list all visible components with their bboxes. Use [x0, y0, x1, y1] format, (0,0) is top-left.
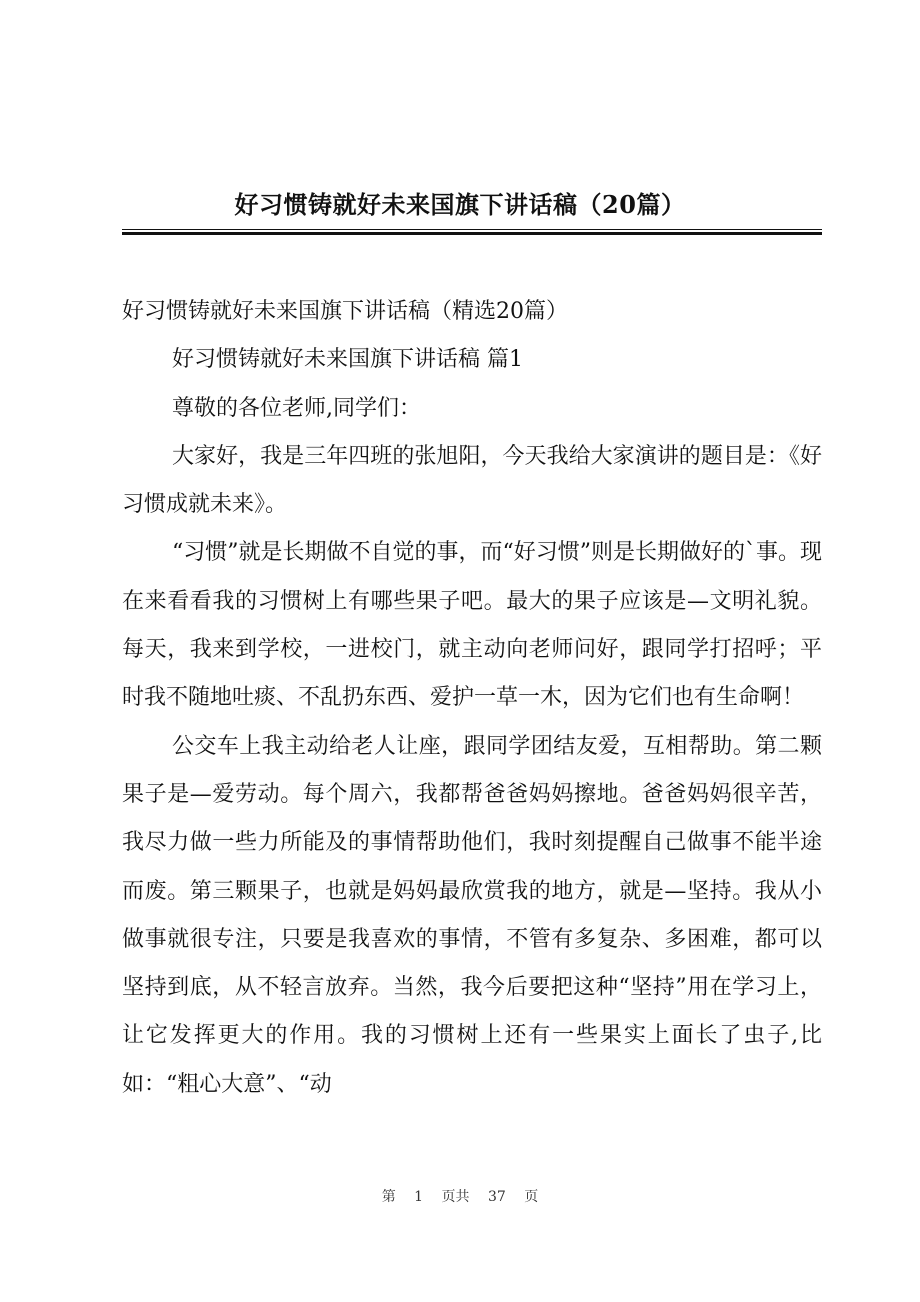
- paragraph-2: “习惯”就是长期做不自觉的事，而“好习惯”则是长期做好的`事。现在来看看我的习惯树上有哪些果子吧。最大的果子应该是—文明礼貌。每天，我来到学校，一进校门，就主动向老师问好，跟同学打招呼；平时我不随地吐痰、不乱扔东西、爱护一草一木，因为它们也有生命啊！: [122, 540, 822, 711]
- paragraph-3: 公交车上我主动给老人让座，跟同学团结友爱，互相帮助。第二颗果子是—爱劳动。每个周六，我都帮爸爸妈妈擦地。爸爸妈妈很辛苦，我尽力做一些力所能及的事情帮助他们，我时刻提醒自己做事不能半途而废。第三颗果子，也就是妈妈最欣赏我的地方，就是—坚持。我从小做事就很专注，只要是我喜欢的事情，不管有多复杂、多困难，都可以坚持到底，从不轻言放弃。当然，我今后要把这种“坚持”用在学习上，让它发挥更大的作用。我的习惯树上还有一些果实上面长了虫子,比如：“粗心大意”、“动: [122, 733, 822, 1097]
- title-rule-thick: [122, 232, 822, 235]
- footer-total-pages: 37: [488, 1189, 506, 1205]
- document-subtitle: 好习惯铸就好未来国旗下讲话稿（精选20篇）: [122, 299, 568, 324]
- footer-label-page: 第: [381, 1189, 396, 1205]
- footer-label-total: 页共: [441, 1189, 470, 1205]
- document-body: [122, 288, 822, 1109]
- title-rule-thin: [122, 229, 822, 230]
- greeting: 尊敬的各位老师,同学们：: [172, 395, 421, 421]
- document-title: 好习惯铸就好未来国旗下讲话稿（20篇）: [234, 190, 686, 219]
- footer-current-page: 1: [414, 1189, 424, 1205]
- footer-label-unit: 页: [524, 1189, 539, 1205]
- page-footer: [0, 1186, 920, 1206]
- section-heading: 好习惯铸就好未来国旗下讲话稿 篇1: [172, 347, 523, 373]
- paragraph-1: 大家好，我是三年四班的张旭阳，今天我给大家演讲的题目是：《好习惯成就未来》。: [122, 443, 822, 518]
